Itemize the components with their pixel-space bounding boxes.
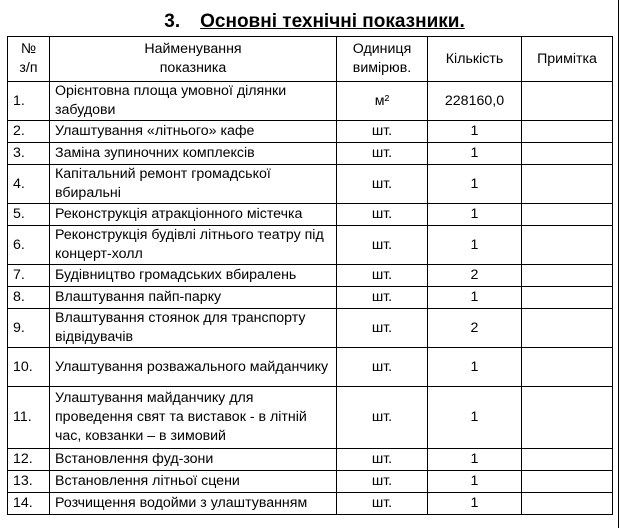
row-number: 7. [8,265,50,287]
row-note [522,387,613,449]
row-unit: шт. [337,204,428,226]
row-note [522,143,613,165]
row-note [522,204,613,226]
row-quantity: 2 [428,309,522,348]
table-row [8,471,613,493]
row-unit: шт. [337,471,428,493]
row-unit: шт. [337,265,428,287]
row-name: Улаштування «літнього» кафе [50,121,337,143]
row-number: 12. [8,449,50,471]
header-name-label: Найменування показника [144,41,242,76]
header-unit-label: Одиниця вимірюв. [352,41,412,76]
row-number: 9. [8,309,50,348]
row-name: Влаштування пайп-парку [50,287,337,309]
section-heading [0,10,629,34]
row-number: 8. [8,287,50,309]
row-number: 10. [8,348,50,387]
table-row [8,226,613,265]
table-row [8,287,613,309]
row-number: 6. [8,226,50,265]
row-unit: шт. [337,449,428,471]
row-name: Будівництво громадських вбиралень [50,265,337,287]
row-quantity: 1 [428,348,522,387]
row-name: Улаштування розважального майданчику [50,348,337,387]
row-unit: шт. [337,143,428,165]
row-quantity: 1 [428,387,522,449]
row-note [522,471,613,493]
row-unit: шт. [337,348,428,387]
row-quantity: 1 [428,226,522,265]
table-header-row [8,37,613,82]
row-name: Заміна зупиночних комплексів [50,143,337,165]
row-unit: шт. [337,493,428,515]
page-border-rule [618,0,619,528]
header-num [8,37,50,82]
header-unit [337,37,428,82]
row-quantity: 1 [428,493,522,515]
table-row [8,143,613,165]
row-quantity: 1 [428,471,522,493]
row-quantity: 1 [428,287,522,309]
section-title: Основні технічні показники. [200,11,465,32]
row-number: 1. [8,82,50,121]
header-qty: Кількість [428,37,522,82]
row-number: 13. [8,471,50,493]
row-quantity: 2 [428,265,522,287]
table-row [8,493,613,515]
row-name: Розчищення водойми з улаштуванням [50,493,337,515]
row-unit: шт. [337,226,428,265]
table-row [8,165,613,204]
table-row [8,204,613,226]
row-quantity: 1 [428,165,522,204]
row-unit: шт. [337,387,428,449]
row-note [522,287,613,309]
header-num-label: № з/п [19,41,38,76]
row-name: Встановлення фуд-зони [50,449,337,471]
table-row [8,387,613,449]
row-unit: шт. [337,287,428,309]
row-name: Реконструкція будівлі літнього театру під концерт-холл [50,226,337,265]
row-note [522,82,613,121]
row-quantity: 228160,0 [428,82,522,121]
row-note [522,121,613,143]
row-number: 3. [8,143,50,165]
table-row [8,449,613,471]
row-unit: шт. [337,121,428,143]
table-row [8,309,613,348]
row-name: Орієнтовна площа умовної ділянки забудови [50,82,337,121]
table-row [8,265,613,287]
row-number: 14. [8,493,50,515]
row-quantity: 1 [428,121,522,143]
row-name: Реконструкція атракціонного містечка [50,204,337,226]
row-note [522,493,613,515]
row-note [522,265,613,287]
row-quantity: 1 [428,449,522,471]
row-note [522,449,613,471]
row-unit: м² [337,82,428,121]
table-row [8,82,613,121]
row-note [522,165,613,204]
header-note: Примітка [522,37,613,82]
section-number: 3. [164,11,181,32]
table-row [8,348,613,387]
header-name [50,37,337,82]
row-unit: шт. [337,165,428,204]
row-note [522,309,613,348]
row-note [522,226,613,265]
table-row [8,121,613,143]
row-name: Улаштування майданчику для проведення свят та виставок - в літній час, ковзанки – в зимовий [50,387,337,449]
row-number: 11. [8,387,50,449]
row-number: 5. [8,204,50,226]
row-name: Встановлення літньої сцени [50,471,337,493]
row-note [522,348,613,387]
row-number: 4. [8,165,50,204]
table-body [8,82,613,515]
row-quantity: 1 [428,143,522,165]
row-name: Влаштування стоянок для транспорту відвідувачів [50,309,337,348]
technical-indicators-table [7,36,613,515]
row-quantity: 1 [428,204,522,226]
row-unit: шт. [337,309,428,348]
row-name: Капітальний ремонт громадської вбиральні [50,165,337,204]
row-number: 2. [8,121,50,143]
